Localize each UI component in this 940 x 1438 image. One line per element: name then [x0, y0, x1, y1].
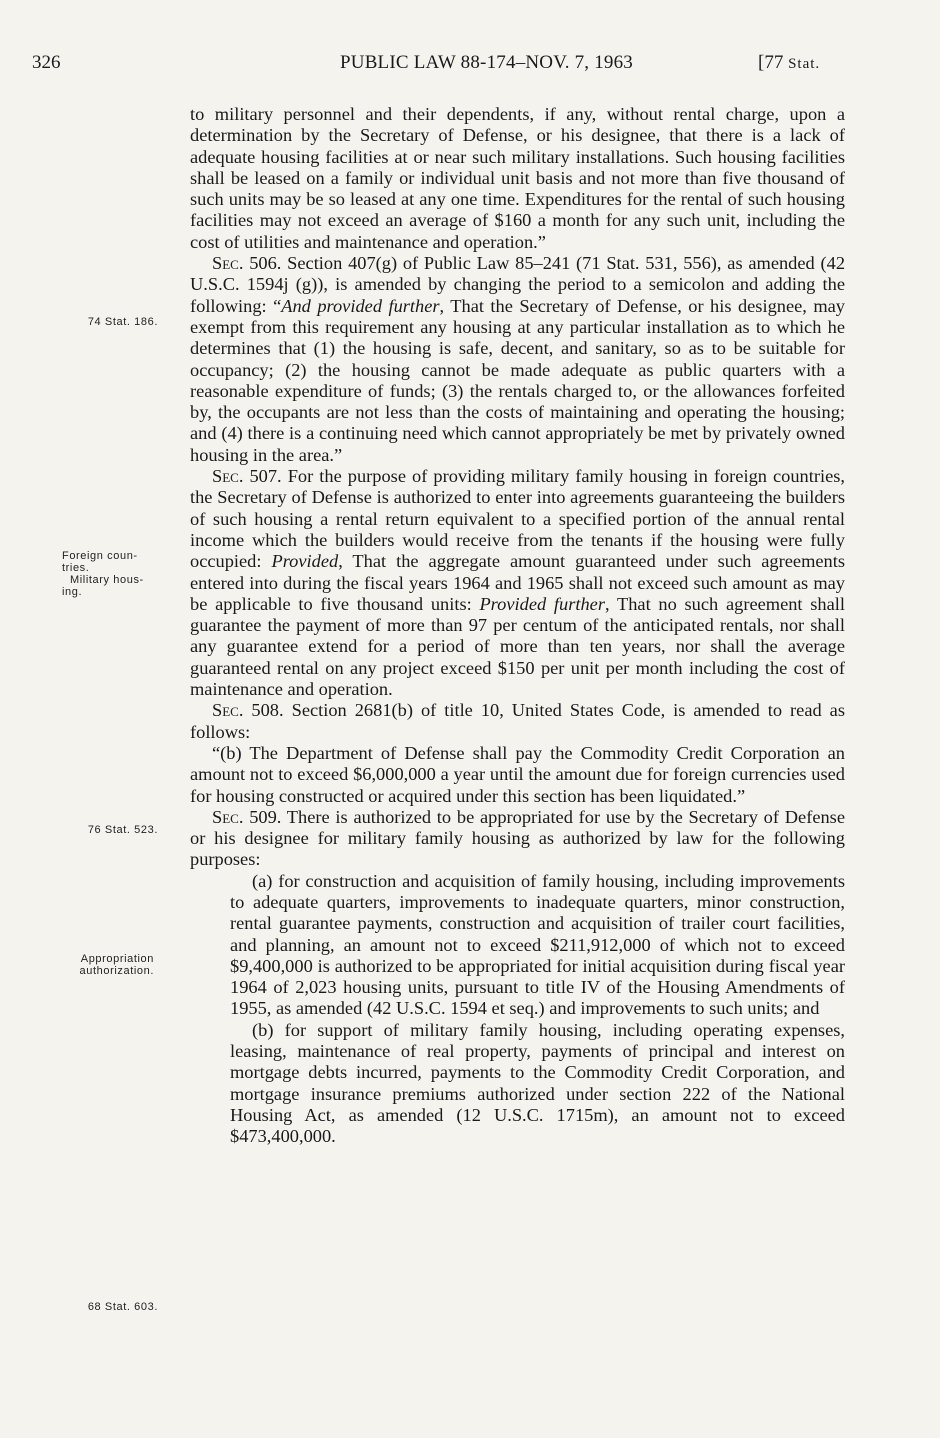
statute-text	[190, 104, 845, 1148]
section-label: Sec. 506.	[212, 253, 282, 274]
section-text: Section 2681(b) of title 10, United States Code, is amended to read as follows:	[190, 700, 845, 742]
margin-line: ing.	[62, 586, 83, 598]
margin-line: authorization.	[79, 965, 154, 977]
stat-bracket: [77	[758, 52, 784, 73]
item-a: (a) for construction and acquisition of family housing, including improvements to adequate quarters, improvements to inadequate quarters, minor construction, rental guarantee payments, construction and acquisition of trailer court facilities, and planning, an amount not to exceed $211,912,000 of which not to exceed $9,400,000 is authorized to be appropriated for initial acquisition during fiscal year 1964 of 2,023 housing units, pursuant to title IV of the Housing Amendments of 1955, as amended (42 U.S.C. 1594 et seq.) and improvements to such units; and	[230, 870, 845, 1019]
margin-note-76-stat: 76 Stat. 523.	[87, 824, 158, 836]
section-text: , That the aggregate amount guaranteed under such agreements entered into during the fiscal years 1964 and 1965 shall not exceed such amount as may be applicable to five thousand units:	[190, 551, 845, 614]
margin-line: Foreign coun-	[62, 550, 138, 562]
section-text: Section 407(g) of Public Law 85–241 (71 Stat. 531, 556), as amended (42 U.S.C. 1594j (g)), is amended by changing the period to a semicolon and adding the following: “	[190, 253, 846, 316]
section-label: Sec. 509.	[212, 806, 282, 827]
section-509	[190, 807, 845, 871]
margin-line: Military hous-	[70, 574, 144, 586]
section-506	[190, 253, 845, 466]
section-text: , That the Secretary of Defense, or his designee, may exempt from this requirement any housing at any particular installation as to which he determines that (1) the housing is safe, decent, and sanitary, so as to be suitable for occupancy; (2) the housing cannot be made adequate as public quarters with a reasonable expenditure of funds; (3) the rentals charged to, or the allowances forfeited by, the occupants are not less than the costs of maintaining and operating the housing; and (4) there is a continuing need which cannot appropriately be met by privately owned housing in the area.”	[190, 295, 845, 465]
paragraph-continuation: to military personnel and their dependents, if any, without rental charge, upon a determination by the Secretary of Defense, or his designee, that there is a lack of adequate housing facilities at or near such military installations. Such housing facilities shall be leased on a family or individual unit basis and not more than five thousand of such units may be so leased at any one time. Expenditures for the rental of such housing facilities may not exceed an average of $160 a month for any such unit, including the cost of utilities and maintenance and operation.”	[190, 104, 845, 252]
running-head: PUBLIC LAW 88-174–NOV. 7, 1963	[340, 52, 634, 73]
page-number: 326	[32, 52, 61, 73]
proviso-italic: Provided	[271, 551, 339, 572]
item-b: (b) for support of military family housing, including operating expenses, leasing, maintenance of real property, payments of principal and interest on mortgage debts incurred, payments to the Commodity Credit Corporation, and mortgage insurance premiums authorized under section 222 of the National Housing Act, as amended (12 U.S.C. 1715m), an amount not to exceed $473,400,000.	[230, 1019, 845, 1147]
page-header	[0, 52, 940, 82]
statute-volume-ref	[758, 52, 820, 74]
section-text: For the purpose of providing military family housing in foreign countries, the Secretary of Defense is authorized to enter into agreements guaranteeing the builders of such housing a rental return equivalent to a specified portion of the annual rental income which the builders would receive from the tenants if the housing were fully occupied:	[190, 466, 845, 572]
section-text: There is authorized to be appropriated for use by the Secretary of Defense or his designee for military family housing as authorized by law for the following purposes:	[190, 806, 845, 870]
stat-label: Stat.	[788, 56, 821, 72]
margin-note-foreign-countries	[62, 550, 192, 598]
margin-note-74-stat: 74 Stat. 186.	[87, 316, 158, 328]
section-text: , That no such agreement shall guarantee the payment of more than 97 per centum of the anticipated rentals, nor shall any guarantee extend for a period of more than ten years, nor shall the average guaranteed rental on any project exceed $150 per unit per month including the cost of maintenance and operation.	[190, 593, 846, 700]
section-label: Sec. 507.	[212, 466, 282, 487]
margin-note-appropriation	[26, 953, 154, 977]
margin-note-68-stat: 68 Stat. 603.	[87, 1301, 158, 1313]
proviso-italic: And provided further	[281, 295, 440, 316]
section-508-quote: “(b) The Department of Defense shall pay the Commodity Credit Corporation an amount not to exceed $6,000,000 a year until the amount due for foreign currencies used for housing constructed or acquired under this section has been liquidated.”	[190, 742, 845, 806]
section-507	[190, 466, 845, 700]
margin-line: tries.	[62, 562, 90, 574]
margin-line: Appropriation	[80, 953, 154, 965]
section-label: Sec. 508.	[212, 700, 284, 721]
proviso-italic: Provided further	[479, 593, 605, 614]
section-508	[190, 700, 845, 743]
